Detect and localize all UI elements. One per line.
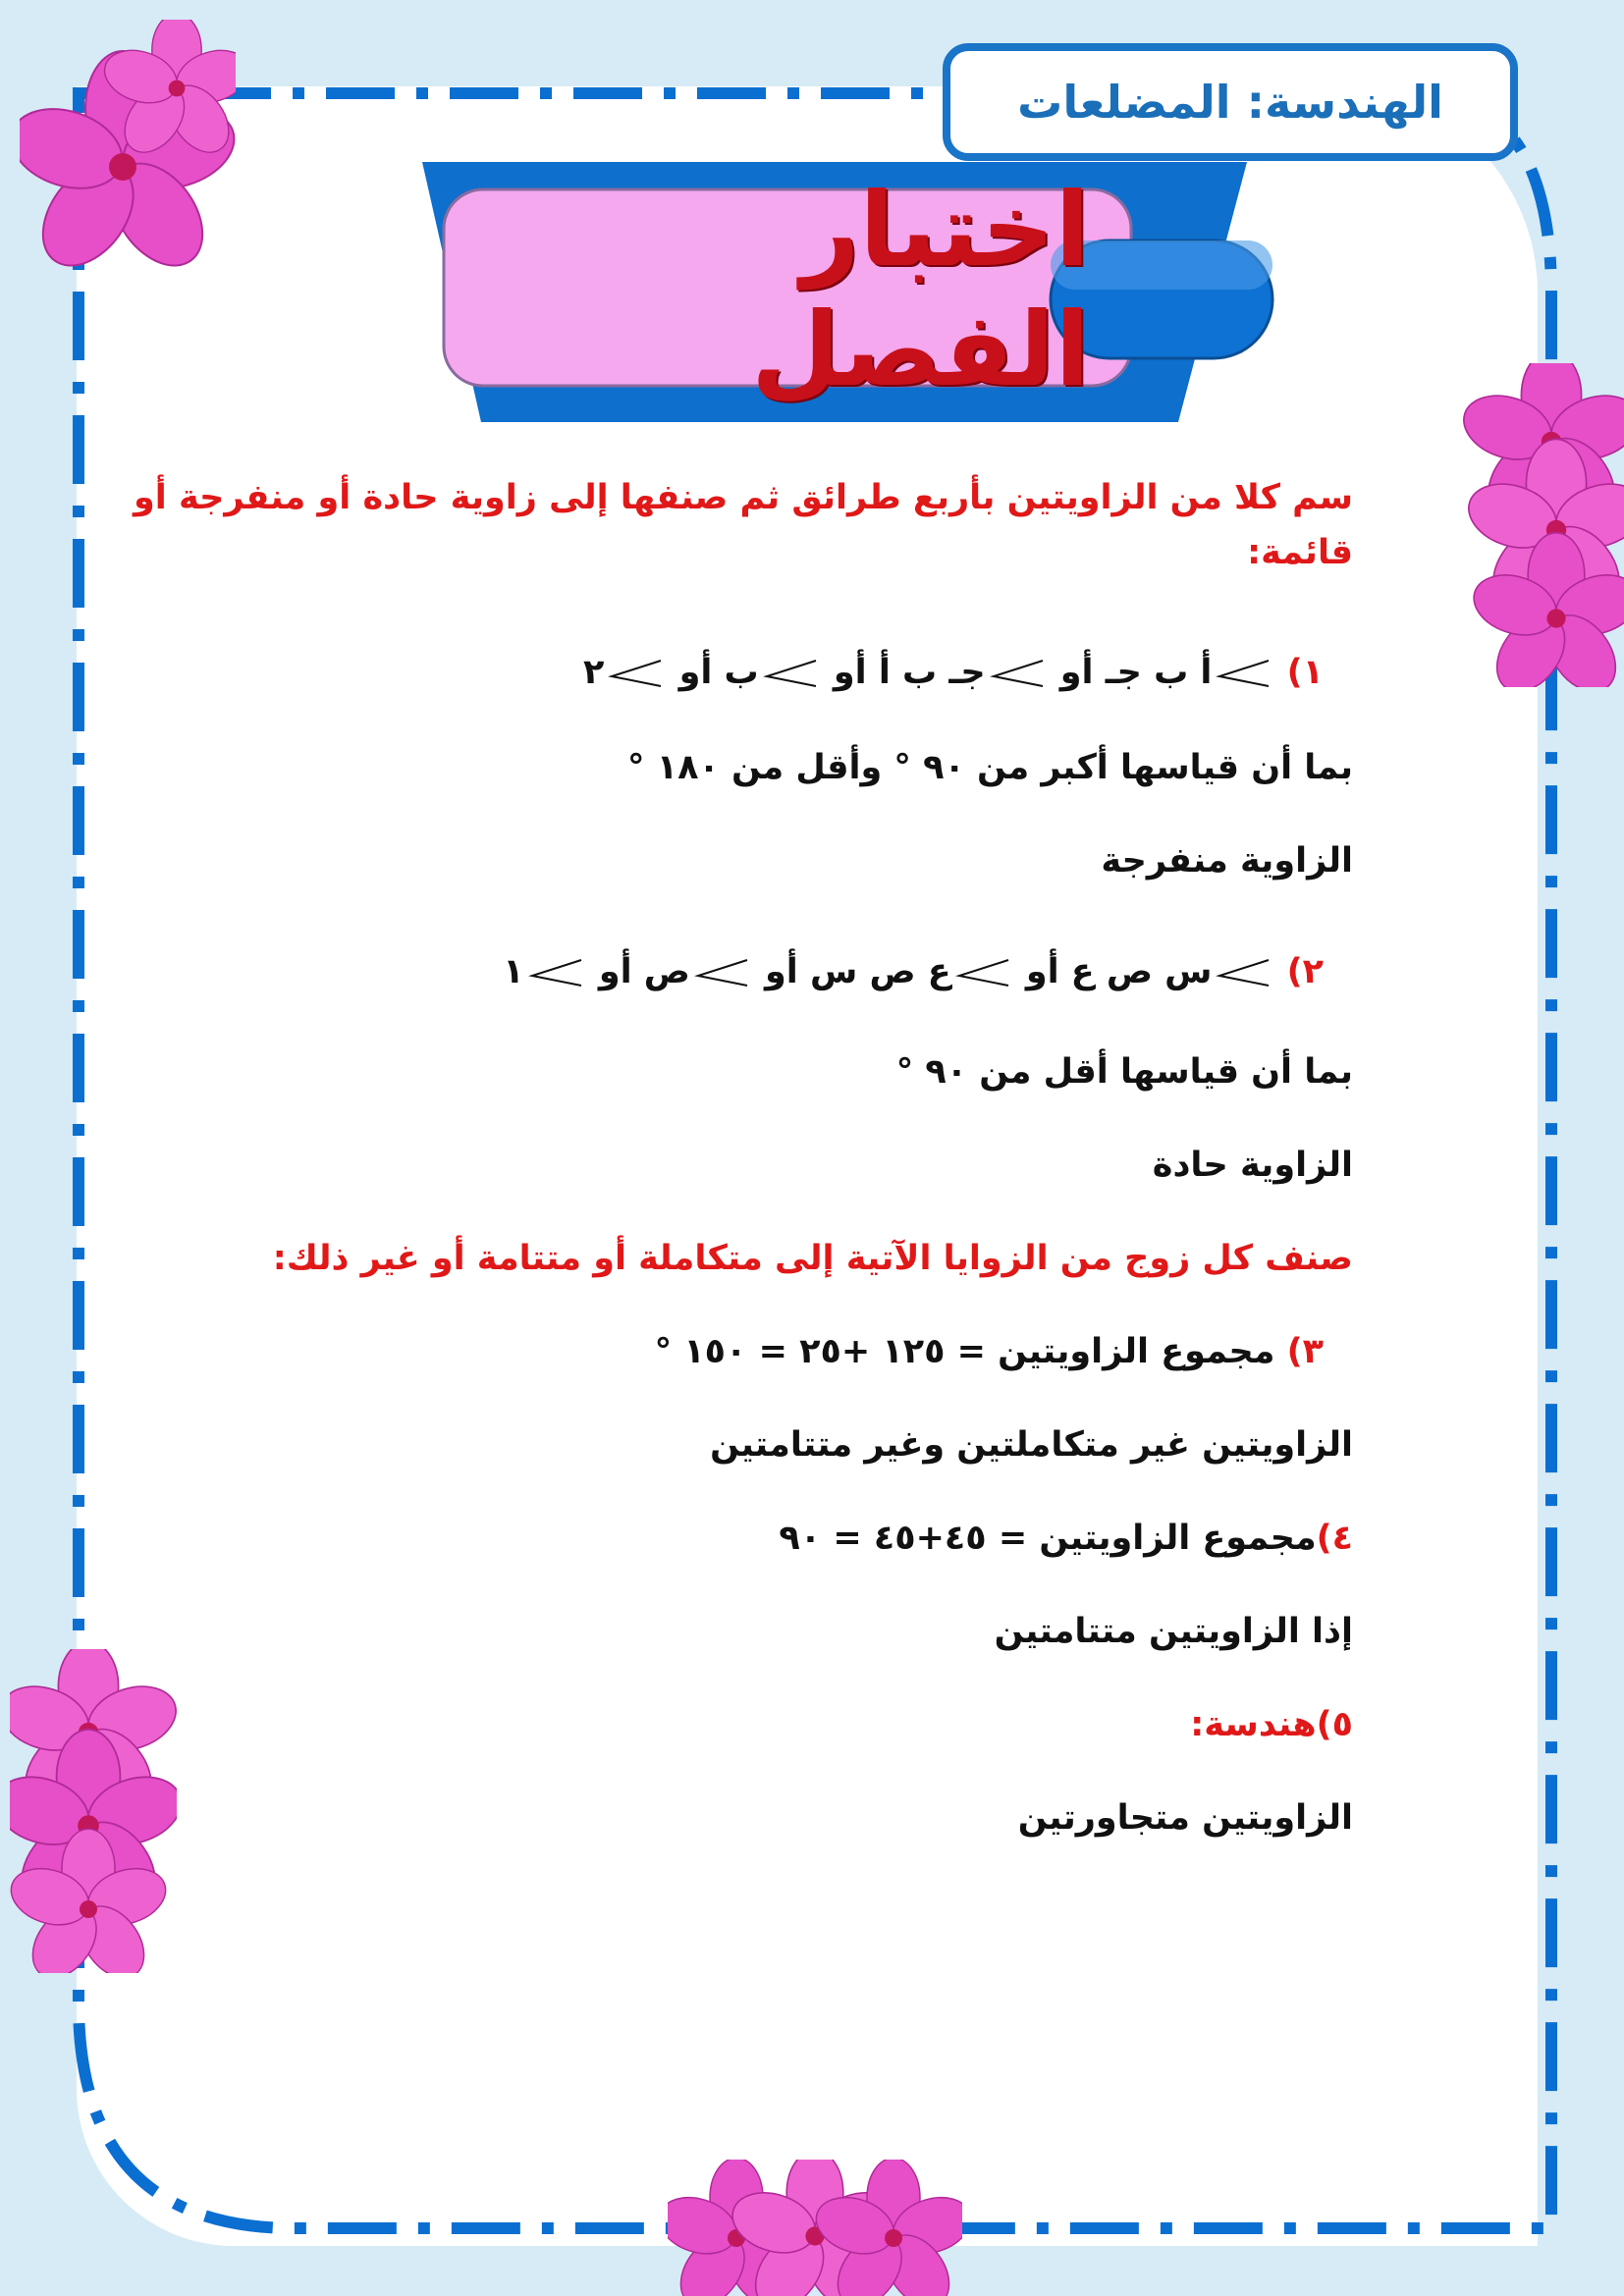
title-banner	[422, 162, 1286, 437]
angle-symbol-icon	[1216, 657, 1271, 690]
angle-symbol-icon	[694, 956, 749, 989]
q5-topic: هندسة:	[1190, 1705, 1317, 1744]
q2-name-4: ١	[503, 952, 524, 991]
q1-number: ١)	[1286, 653, 1324, 692]
angle-symbol-icon	[763, 657, 818, 690]
q1-name-3: ب أو	[678, 653, 759, 692]
flower-decoration-top-left	[20, 20, 236, 334]
q2-reason: بما أن قياسها أقل من ٩٠ °	[895, 1052, 1353, 1092]
q4-answer: إذا الزاويتين متتامتين	[994, 1612, 1353, 1651]
angle-symbol-icon	[608, 657, 663, 690]
angle-symbol-icon	[528, 956, 583, 989]
q2-number: ٢)	[1286, 952, 1324, 991]
angle-symbol-icon	[990, 657, 1045, 690]
page-title: اختبار الفصل	[751, 170, 1090, 409]
q1-reason: بما أن قياسها أكبر من ٩٠ ° وأقل من ١٨٠ °	[627, 748, 1353, 787]
q2-angle-names	[503, 952, 1324, 991]
q5-answer: الزاويتين متجاورتين	[1017, 1798, 1353, 1838]
flower-decoration-bottom	[668, 2160, 962, 2296]
section1-instruction-line2: قائمة:	[1247, 533, 1353, 572]
header-topic-box	[943, 43, 1518, 161]
flower-decoration-right	[1463, 363, 1624, 687]
q2-name-1: س ص ع أو	[1025, 952, 1213, 991]
q4-sum: مجموع الزاويتين = ٤٥+٤٥ = ٩٠	[779, 1519, 1317, 1558]
q3-answer: الزاويتين غير متكاملتين وغير متتامتين	[710, 1425, 1353, 1465]
angle-symbol-icon	[955, 956, 1010, 989]
header-topic: الهندسة: المضلعات	[1017, 76, 1443, 129]
q3-sum: مجموع الزاويتين = ١٢٥ +٢٥ = ١٥٠ °	[654, 1332, 1275, 1371]
q4-number: ٤)	[1316, 1519, 1353, 1558]
q3-number: ٣)	[1286, 1332, 1324, 1371]
section2-instruction: صنف كل زوج من الزوايا الآتية إلى متكاملة أو متتامة أو غير ذلك:	[272, 1239, 1353, 1278]
q5-label	[1190, 1705, 1353, 1744]
q1-name-4: ٢	[583, 653, 605, 692]
q2-answer: الزاوية حادة	[1152, 1146, 1353, 1185]
q4-work	[779, 1519, 1353, 1558]
q1-name-1: أ ب جـ أو	[1059, 653, 1213, 692]
q2-name-3: ص أو	[598, 952, 690, 991]
flower-decoration-left	[10, 1649, 177, 1973]
q5-number: ٥)	[1316, 1705, 1353, 1744]
q3-work	[655, 1332, 1324, 1371]
q1-angle-names	[583, 653, 1324, 692]
section1-instruction-line1: سم كلا من الزاويتين بأربع طرائق ثم صنفها إلى زاوية حادة أو منفرجة أو	[134, 478, 1353, 517]
q1-answer: الزاوية منفرجة	[1101, 841, 1353, 881]
angle-symbol-icon	[1216, 956, 1271, 989]
q2-name-2: ع ص س أو	[765, 952, 951, 991]
q1-name-2: جـ ب أ أو	[833, 653, 986, 692]
